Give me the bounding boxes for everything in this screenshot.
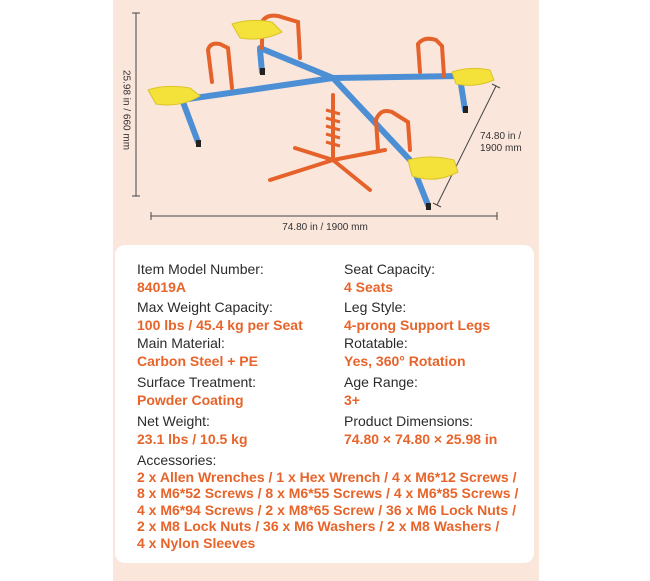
spec-value: 100 lbs / 45.4 kg per Seat <box>137 317 303 333</box>
spec-value: 74.80 × 74.80 × 25.98 in <box>344 431 498 447</box>
spec-value: 3+ <box>344 392 360 408</box>
product-diagram <box>0 0 650 240</box>
spec-label: Product Dimensions: <box>344 413 474 429</box>
spec-label: Rotatable: <box>344 335 408 351</box>
spec-label: Surface Treatment: <box>137 374 257 390</box>
spec-model-number <box>137 260 337 296</box>
depth-line-1: 74.80 in / <box>480 131 522 142</box>
spec-leg-style <box>344 298 544 334</box>
spec-label: Net Weight: <box>137 413 210 429</box>
accessories-line: 4 x Nylon Sleeves <box>137 534 256 551</box>
width-dimension-label: 74.80 in / 1900 mm <box>282 222 368 233</box>
spec-main-material <box>137 334 337 370</box>
accessories-line: 2 x M8 Lock Nuts / 36 x M6 Washers / 2 x M8 Washers / <box>137 518 500 535</box>
spec-age-range <box>344 373 544 409</box>
spec-value: Powder Coating <box>137 392 244 408</box>
accessories-line: 4 x M6*94 Screws / 2 x M8*65 Screw / 36 x M6 Lock Nuts / <box>137 501 516 518</box>
spec-value: 4 Seats <box>344 279 394 295</box>
accessories-label: Accessories: <box>137 452 217 468</box>
spec-value: 4-prong Support Legs <box>344 317 491 333</box>
spec-value: Yes, 360° Rotation <box>344 353 466 369</box>
spec-label: Leg Style: <box>344 299 407 315</box>
spec-value: 84019A <box>137 279 187 295</box>
depth-line-2: 1900 mm <box>480 143 522 154</box>
spec-label: Max Weight Capacity: <box>137 299 273 315</box>
accessories-line: 8 x M6*52 Screws / 8 x M6*55 Screws / 4 x M6*85 Screws / <box>137 485 519 502</box>
spec-seat-capacity <box>344 260 544 296</box>
height-dimension-label: 25.98 in / 660 mm <box>120 69 132 151</box>
spec-rotatable <box>344 334 544 370</box>
spec-net-weight <box>137 412 337 448</box>
spec-value: Carbon Steel + PE <box>137 353 258 369</box>
depth-dimension-label <box>480 131 522 155</box>
spec-label: Seat Capacity: <box>344 261 436 277</box>
spec-max-weight <box>137 298 337 334</box>
spec-label: Main Material: <box>137 335 225 351</box>
spec-surface-treatment <box>137 373 337 409</box>
spec-label: Age Range: <box>344 374 418 390</box>
spec-value: 23.1 lbs / 10.5 kg <box>137 431 248 447</box>
beams <box>181 48 465 205</box>
spec-label: Item Model Number: <box>137 261 264 277</box>
accessories-section <box>137 452 527 551</box>
spec-product-dimensions <box>344 412 544 448</box>
accessories-line: 2 x Allen Wrenches / 1 x Hex Wrench / 4 x M6*12 Screws / <box>137 469 517 485</box>
